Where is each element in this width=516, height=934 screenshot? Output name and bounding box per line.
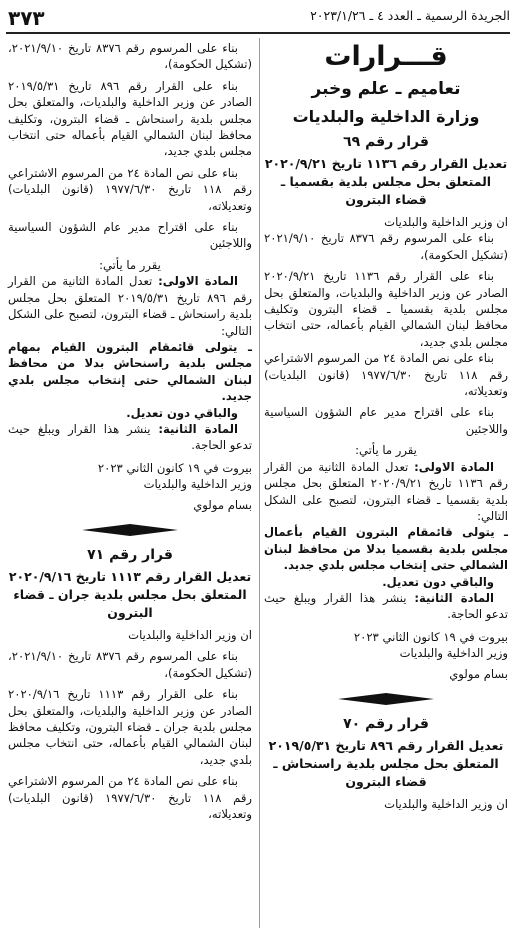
decision-69-article-1-quote: ـ يتولى قائمقام البترون القيام بأعمال مجلس بلدية بقسميا بدلا من محافظ لبنان الشمالي حتى إنتخاب مجلس بلدي جديد.: [264, 525, 508, 573]
decision-70-para-4: بناء على اقتراح مدير عام الشؤون السياسية واللاجئين: [8, 220, 252, 251]
running-title: الجريدة الرسمية ـ العدد ٤ ـ ٢٠٢٣/١/٢٦: [310, 8, 510, 23]
decision-69-signature: [264, 629, 508, 682]
right-column: [264, 40, 508, 812]
decision-69-para-4: بناء على اقتراح مدير عام الشؤون السياسية واللاجئين: [264, 405, 508, 436]
article-2-label: المادة الثانية:: [414, 590, 494, 605]
decision-70-title: تعديل القرار رقم ٨٩٦ تاريخ ٢٠١٩/٥/٣١ المتعلق بحل مجلس بلدية راسنحاش ـ قضاء البترون: [268, 737, 504, 789]
decision-70-article-1-quote: ـ يتولى قائمقام البترون القيام بمهام مجلس بلدية راسنحاش بدلا من محافظ لبنان الشمالي حتى إنتخاب مجلس بلدي جديد.: [8, 339, 252, 404]
decision-69-number: قرار رقم ٦٩: [343, 134, 429, 150]
decision-71-number: قرار رقم ٧١: [87, 546, 173, 563]
decision-70-para-2: بناء على القرار رقم ٨٩٦ تاريخ ٢٠١٩/٥/٣١ الصادر عن وزير الداخلية والبلديات، والمتعلق بحل مجلس بلدية راسنحاش ـ قضاء البترون، وتكليف محافظ لبنان الشمالي القيام بأعماله حتى انتخاب مجلس بلدي جديد،: [8, 78, 252, 159]
column-separator: [259, 38, 260, 928]
decision-70-signature: [8, 460, 252, 513]
decision-69-para-3: بناء على نص المادة ٢٤ من المرسوم الاشتراعي رقم ١١٨ تاريخ ١٩٧٧/٦/٣٠ (قانون البلديات) وتعديلاته،: [264, 351, 508, 399]
decision-69-para-2: بناء على القرار رقم ١١٣٦ تاريخ ٢٠٢٠/٩/٢١ الصادر عن وزير الداخلية والبلديات، والمتعلق بحل مجلس بلدية بقسميا ـ قضاء البترون وتكليف محافظ لبنان الشمالي القيام بأعماله، حتى انتخاب مجلس بلدي جديد،: [264, 269, 508, 349]
decision-70-article-1: [8, 273, 252, 339]
decision-71-para-2: بناء على القرار رقم ١١١٣ تاريخ ٢٠٢٠/٩/١٦ الصادر عن وزير الداخلية والبلديات، والمتعلق بحل مجلس بلدية جران ـ قضاء البترون، وتكليف محافظ لبنان الشمالي القيام بأعماله، حتى انتخاب مجلس بلدي جديد،: [8, 687, 252, 767]
decision-71-para-1: بناء على المرسوم رقم ٨٣٧٦ تاريخ ٢٠٢١/٩/١٠، (تشكيل الحكومة)،: [8, 649, 252, 680]
decision-69-decides: يقرر ما يأتي:: [355, 443, 417, 458]
decision-70-para-3: بناء على نص المادة ٢٤ من المرسوم الاشتراعي رقم ١١٨ تاريخ ١٩٧٧/٦/٣٠ (قانون البلديات) وتعديلاته،: [8, 165, 252, 213]
page-header: [6, 6, 510, 32]
article-1-text: تعدل المادة الثانية من القرار رقم ١١٣٦ تاريخ ٢٠٢٠/٩/٢١ المتعلق بحل مجلس بلدية بقسميا ـ قضاء البترون، لتصبح على الشكل التالي:: [264, 459, 508, 523]
decision-70-para-1: بناء على المرسوم رقم ٨٣٧٦ تاريخ ٢٠٢١/٩/١٠، (تشكيل الحكومة)،: [8, 41, 252, 72]
article-2-text: ينشر هذا القرار ويبلغ حيث تدعو الحاجة.: [264, 590, 508, 622]
decision-70-article-1-rest: والباقي دون تعديل.: [126, 405, 238, 420]
signature-title: وزير الداخلية والبلديات: [143, 477, 252, 492]
decision-69-minister: ان وزير الداخلية والبلديات: [384, 215, 508, 229]
article-1-label: المادة الاولى:: [158, 274, 238, 289]
article-2-label: المادة الثانية:: [158, 421, 238, 436]
decision-69-para-1: بناء على المرسوم رقم ٨٣٧٦ تاريخ ٢٠٢١/٩/١٠ (تشكيل الحكومة)،: [264, 231, 508, 262]
decision-70-number: قرار رقم ٧٠: [343, 715, 429, 732]
decision-69-article-1: [264, 459, 508, 525]
decision-70-minister: ان وزير الداخلية والبلديات: [384, 796, 508, 811]
signature-date: بيروت في ١٩ كانون الثاني ٢٠٢٣: [97, 460, 252, 475]
signature-title: وزير الداخلية والبلديات: [399, 646, 508, 661]
subsection-title: تعاميم ـ علم وخبر: [311, 79, 461, 99]
section-divider-ornament: [82, 523, 178, 537]
signature-name: بسام مولوي: [449, 666, 508, 681]
section-title: قـــرارات: [324, 41, 448, 72]
page-number: ٣٧٣: [8, 6, 45, 30]
decision-70-article-2: [8, 421, 252, 454]
decision-71-minister: ان وزير الداخلية والبلديات: [128, 627, 252, 642]
decision-70-decides: يقرر ما يأتي:: [99, 257, 161, 272]
article-1-label: المادة الاولى:: [414, 459, 494, 474]
header-rule: [6, 32, 510, 34]
article-1-text: تعدل المادة الثانية من القرار رقم ٨٩٦ تاريخ ٢٠١٩/٥/٣١ المتعلق بحل مجلس بلدية راسنحاش ـ قضاء البترون، لتصبح على الشكل التالي:: [8, 274, 253, 338]
decision-71-para-3: بناء على نص المادة ٢٤ من المرسوم الاشتراعي رقم ١١٨ تاريخ ١٩٧٧/٦/٣٠ (قانون البلديات) وتعديلاته،: [8, 774, 252, 822]
ministry-title: وزارة الداخلية والبلديات: [292, 107, 480, 126]
left-column: [8, 40, 252, 822]
signature-date: بيروت في ١٩ كانون الثاني ٢٠٢٣: [353, 629, 508, 644]
decision-71-title: تعديل القرار رقم ١١١٣ تاريخ ٢٠٢٠/٩/١٦ المتعلق بحل مجلس بلدية جران ـ قضاء البترون: [8, 568, 252, 620]
signature-name: بسام مولوي: [193, 497, 252, 512]
decision-69-title: تعديل القرار رقم ١١٣٦ تاريخ ٢٠٢٠/٩/٢١ المتعلق بحل مجلس بلدية بقسميا ـ قضاء البترون: [264, 156, 508, 207]
article-2-text: ينشر هذا القرار ويبلغ حيث تدعو الحاجة.: [8, 421, 252, 453]
decision-69-article-2: [264, 590, 508, 623]
section-divider-ornament: [338, 692, 434, 706]
decision-69-article-1-rest: والباقي دون تعديل.: [382, 574, 494, 589]
